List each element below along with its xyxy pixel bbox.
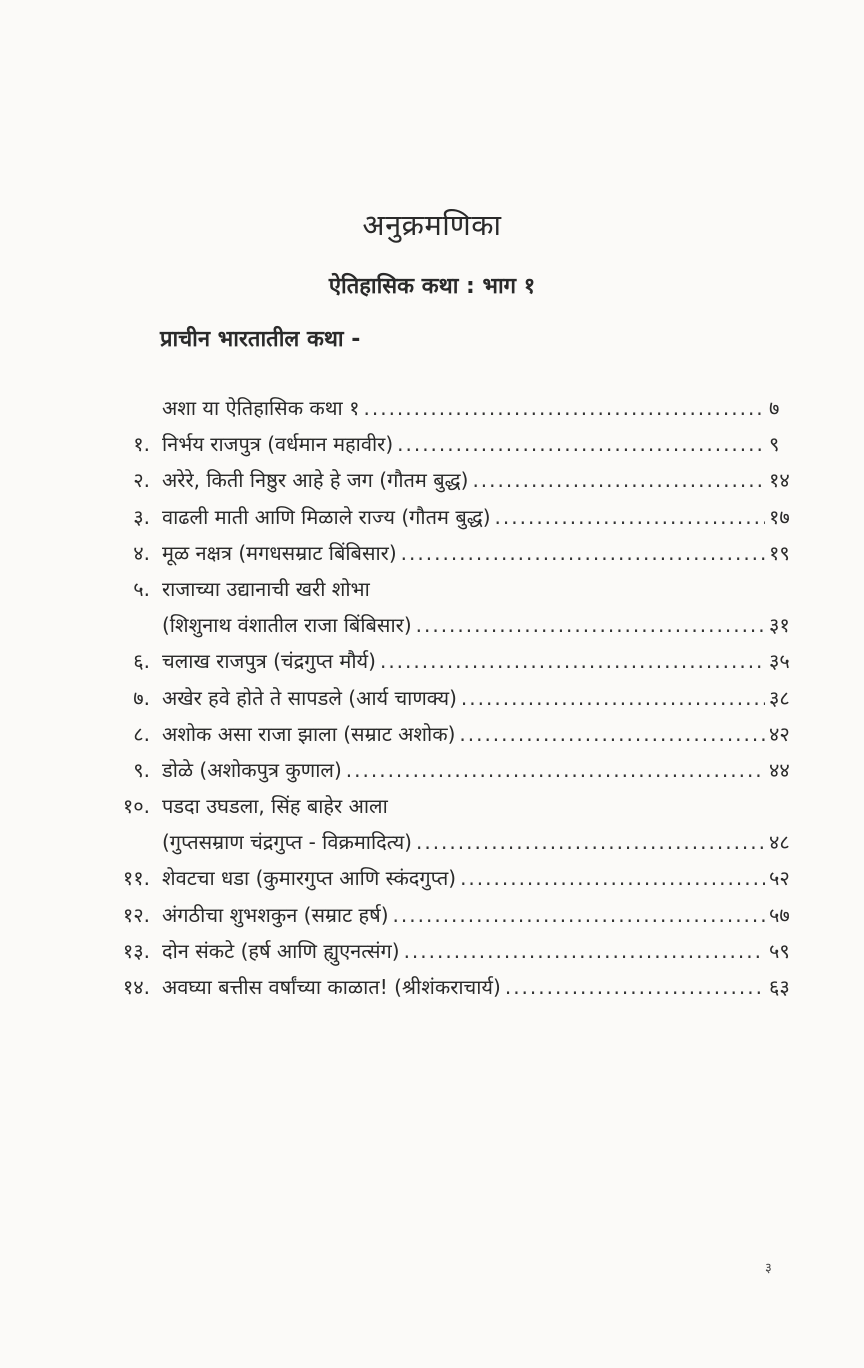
toc-leader-dots [416, 824, 765, 860]
toc-entry-title: अशोक असा राजा झाला (सम्राट अशोक) [162, 721, 456, 746]
toc-entry [0, 860, 864, 896]
toc-entry-page: ३१ [769, 613, 790, 638]
toc-entry-number: ११. [122, 866, 150, 891]
toc-entry-page: १४ [769, 468, 790, 493]
toc-entry [0, 752, 864, 788]
toc-entry-title: वाढली माती आणि मिळाले राज्य (गौतम बुद्ध) [162, 504, 491, 529]
toc-entry-title: अखेर हवे होते ते सापडले (आर्य चाणक्य) [162, 685, 457, 710]
toc-entry-line [162, 680, 769, 716]
toc-entry [0, 788, 864, 824]
toc-leader-dots [404, 933, 765, 969]
toc-leader-dots [461, 680, 765, 716]
toc-entry-number: ५. [133, 576, 150, 601]
toc-entry-page: ४४ [769, 757, 790, 782]
toc-entry-title: अशा या ऐतिहासिक कथा १ [162, 396, 360, 420]
toc-entry-title: अंगठीचा शुभशकुन (सम्राट हर्ष) [162, 902, 389, 927]
toc-entry-title: डोळे (अशोकपुत्र कुणाल) [162, 757, 342, 782]
toc-entry-number: ४. [133, 540, 150, 565]
toc-entry-line [162, 535, 769, 571]
toc-entry [0, 643, 864, 679]
toc-entry [0, 426, 864, 462]
toc-entry [0, 571, 864, 607]
toc-entry-page: ३८ [769, 685, 790, 710]
toc-leader-dots [460, 860, 765, 896]
toc-leader-dots [346, 752, 765, 788]
toc-entry-number: ९. [133, 757, 150, 782]
toc-entry-page: ५२ [769, 866, 790, 891]
toc-entry-number: १२. [122, 902, 150, 927]
toc-entry-number: ८. [133, 721, 150, 746]
toc-entry-line [162, 499, 769, 535]
toc-entry-line [162, 571, 769, 607]
toc-entry-line [162, 933, 769, 969]
toc-entry-page: ९ [769, 432, 780, 457]
toc-entry-title: अवघ्या बत्तीस वर्षांच्या काळात! (श्रीशंकराचार्य) [162, 975, 501, 999]
toc-leader-dots [416, 607, 765, 643]
toc-entry-title: (शिशुनाथ वंशातील राजा बिंबिसार) [162, 613, 412, 638]
toc-entry-page: ३५ [769, 649, 790, 674]
toc-entry [0, 824, 864, 860]
toc-entry-number: २. [133, 468, 150, 493]
toc-entry [0, 535, 864, 571]
toc-entry-line [162, 462, 769, 498]
toc-leader-dots [505, 969, 765, 1005]
toc-entry-line [162, 897, 769, 933]
toc-entry-page: ५७ [769, 902, 790, 927]
page-title: अनुक्रमणिका [362, 208, 502, 242]
section-heading: प्राचीन भारतातील कथा - [160, 327, 361, 352]
toc-entry [0, 969, 864, 1005]
toc-entry-number: १. [133, 432, 150, 457]
toc-entry [0, 897, 864, 933]
toc-entry-line [162, 426, 769, 462]
toc-entry-line [162, 788, 769, 824]
toc-entry-number: १४. [122, 975, 150, 999]
toc-entry-page: ४८ [769, 830, 790, 855]
toc-entry-line [162, 716, 769, 752]
toc-entry-number: ७. [133, 685, 150, 710]
toc-entry [0, 499, 864, 535]
toc-entry-line [162, 969, 769, 1005]
toc-entry-line [162, 824, 769, 860]
toc-entry-page: १७ [769, 504, 790, 529]
toc-entry-title: चलाख राजपुत्र (चंद्रगुप्त मौर्य) [162, 649, 376, 674]
page-number: ३ [765, 1261, 772, 1276]
toc-entry-line [162, 643, 769, 679]
toc-entry-number: १३. [122, 938, 150, 963]
toc-leader-dots [401, 535, 765, 571]
toc-entry [0, 680, 864, 716]
toc-leader-dots [472, 462, 765, 498]
toc-entry-page: १९ [769, 540, 790, 565]
toc-entry [0, 933, 864, 969]
toc-entry-page: ५९ [769, 938, 790, 963]
toc-entry-page: ७ [769, 396, 780, 420]
toc-leader-dots [393, 897, 765, 933]
toc-entry [0, 607, 864, 643]
toc-entry-line [162, 607, 769, 643]
toc-entry-title: निर्भय राजपुत्र (वर्धमान महावीर) [162, 432, 394, 457]
toc-entry-line [162, 752, 769, 788]
toc-entry-number: १०. [122, 794, 150, 819]
toc-entry-line [162, 390, 769, 426]
toc-entry-title: अरेरे, किती निष्ठुर आहे हे जग (गौतम बुद्ध) [162, 468, 469, 493]
toc-entry-title: दोन संकटे (हर्ष आणि ह्युएनत्संग) [162, 938, 400, 963]
toc-entry-title: पडदा उघडला, सिंह बाहेर आला [162, 794, 388, 819]
toc-leader-dots [495, 499, 765, 535]
toc-entry [0, 390, 864, 426]
toc-entry-page: ४२ [769, 721, 790, 746]
toc-entry [0, 716, 864, 752]
toc-entry-line [162, 860, 769, 896]
toc-entry [0, 462, 864, 498]
toc-entry-title: मूळ नक्षत्र (मगधसम्राट बिंबिसार) [162, 540, 397, 565]
toc-entry-number: ३. [133, 504, 150, 529]
toc-leader-dots [364, 390, 766, 426]
toc-entry-title: (गुप्तसम्राण चंद्रगुप्त - विक्रमादित्य) [162, 830, 412, 855]
toc-entry-page: ६३ [769, 975, 790, 999]
toc-leader-dots [459, 716, 765, 752]
toc-entry-title: राजाच्या उद्यानाची खरी शोभा [162, 576, 370, 601]
subtitle: ऐतिहासिक कथा : भाग १ [328, 274, 536, 299]
toc-entry-title: शेवटचा धडा (कुमारगुप्त आणि स्कंदगुप्त) [162, 866, 457, 891]
toc-leader-dots [397, 426, 765, 462]
toc-entry-number: ६. [133, 649, 150, 674]
toc-leader-dots [380, 643, 765, 679]
table-of-contents [0, 390, 864, 1005]
